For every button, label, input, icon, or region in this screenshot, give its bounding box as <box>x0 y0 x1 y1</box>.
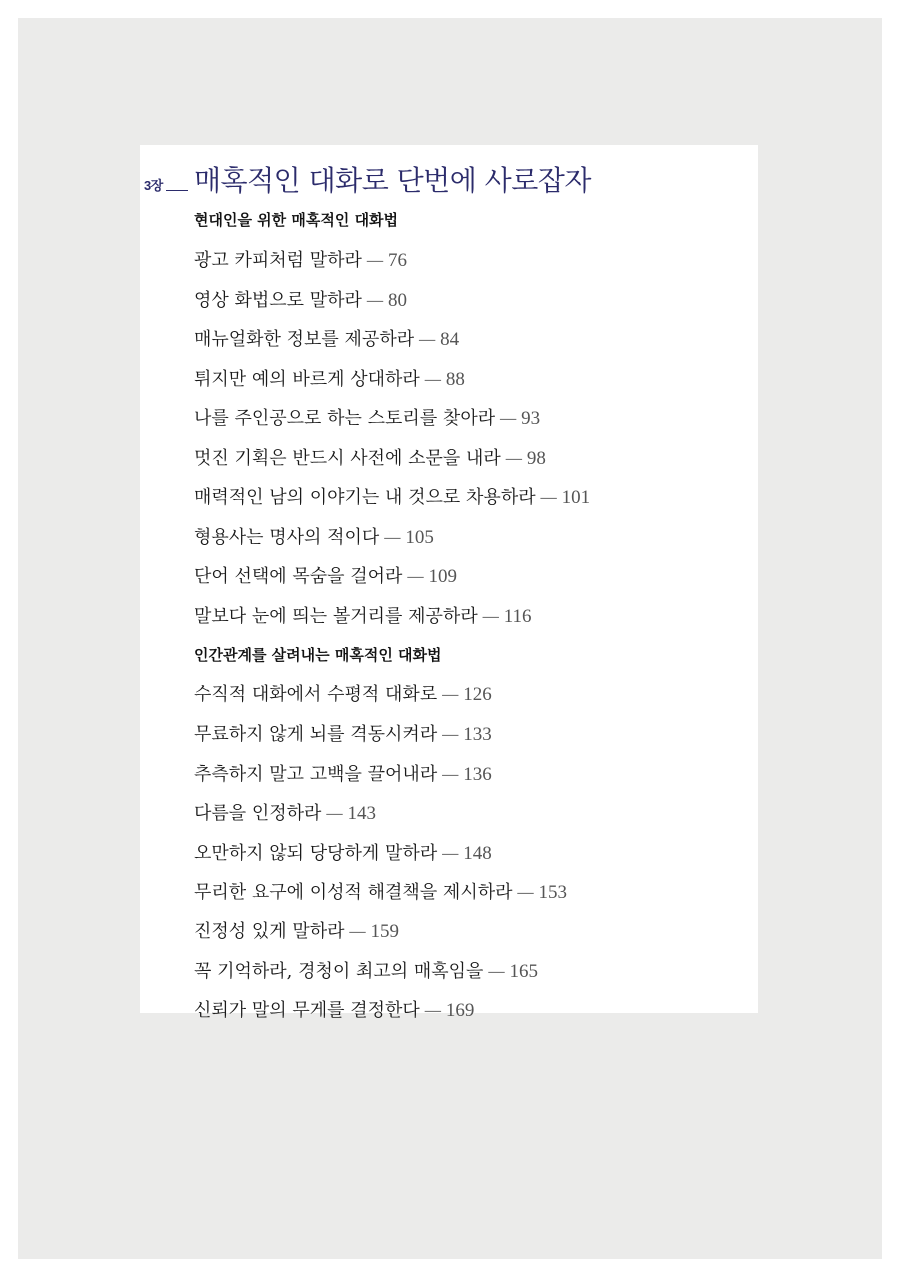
leader-dash: — <box>325 803 344 824</box>
leader-dash: — <box>516 882 535 903</box>
entry-text: 튀지만 예의 바르게 상대하라 <box>194 369 420 390</box>
section-title: 현대인을 위한 매혹적인 대화법 <box>194 211 399 229</box>
entry-text: 광고 카피처럼 말하라 <box>194 250 362 271</box>
leader-dash: — <box>487 961 506 982</box>
leader-dash: — <box>406 566 425 587</box>
leader-dash: — <box>499 408 518 429</box>
toc-entry <box>194 878 567 904</box>
leader-dash: — <box>365 250 384 271</box>
page-number: 116 <box>503 606 532 627</box>
toc-entry <box>194 839 492 865</box>
leader-dash: — <box>423 1000 442 1021</box>
toc-entry <box>194 286 407 312</box>
toc-entry <box>194 325 459 351</box>
entry-text: 매력적인 남의 이야기는 내 것으로 차용하라 <box>194 487 536 508</box>
leader-dash: — <box>441 843 460 864</box>
page-number: 143 <box>347 803 376 824</box>
toc-entry <box>194 246 407 272</box>
toc-entry <box>194 996 474 1022</box>
toc-entry <box>194 799 376 825</box>
leader-dash: — <box>539 487 558 508</box>
leader-dash: — <box>504 448 523 469</box>
entry-text: 다름을 인정하라 <box>194 803 322 824</box>
toc-entry <box>194 602 532 628</box>
leader-dash: — <box>441 764 460 785</box>
toc-entry <box>194 957 538 983</box>
page-number: 76 <box>387 250 407 271</box>
page-number: 126 <box>463 684 492 705</box>
toc-entry <box>194 917 399 943</box>
leader-dash: — <box>441 724 460 745</box>
leader-dash: — <box>348 921 367 942</box>
page-number: 148 <box>463 843 492 864</box>
page-number: 80 <box>387 290 407 311</box>
page-number: 169 <box>445 1000 475 1021</box>
section-title: 인간관계를 살려내는 매혹적인 대화법 <box>194 646 442 664</box>
page-number: 165 <box>509 961 538 982</box>
chapter-label: 3장 <box>144 178 163 193</box>
page-number: 84 <box>440 329 460 350</box>
entry-text: 무리한 요구에 이성적 해결책을 제시하라 <box>194 882 513 903</box>
entry-text: 무료하지 않게 뇌를 격동시켜라 <box>194 724 438 745</box>
leader-dash: — <box>383 527 402 548</box>
entry-text: 꼭 기억하라, 경청이 최고의 매혹임을 <box>194 961 484 982</box>
entry-text: 멋진 기획은 반드시 사전에 소문을 내라 <box>194 448 501 469</box>
entry-text: 진정성 있게 말하라 <box>194 921 345 942</box>
leader-dash: — <box>441 684 460 705</box>
toc-entry <box>194 680 492 706</box>
entry-text: 나를 주인공으로 하는 스토리를 찾아라 <box>194 408 496 429</box>
toc-entry <box>194 760 492 786</box>
entry-text: 단어 선택에 목숨을 걸어라 <box>194 566 403 587</box>
entry-text: 추측하지 말고 고백을 끌어내라 <box>194 764 438 785</box>
chapter-rule <box>166 190 188 191</box>
toc-entry <box>194 523 434 549</box>
leader-dash: — <box>423 369 442 390</box>
chapter-header <box>140 159 758 199</box>
toc-entry <box>194 483 590 509</box>
page-number: 88 <box>445 369 465 390</box>
entry-text: 오만하지 않되 당당하게 말하라 <box>194 843 438 864</box>
page-number: 109 <box>428 566 457 587</box>
toc-entry <box>194 562 457 588</box>
page-number: 93 <box>521 408 541 429</box>
entry-text: 수직적 대화에서 수평적 대화로 <box>194 684 438 705</box>
entry-text: 말보다 눈에 띄는 볼거리를 제공하라 <box>194 606 478 627</box>
page-number: 133 <box>463 724 492 745</box>
entry-text: 신뢰가 말의 무게를 결정한다 <box>194 1000 420 1021</box>
leader-dash: — <box>481 606 500 627</box>
leader-dash: — <box>418 329 437 350</box>
leader-dash: — <box>365 290 384 311</box>
toc-page <box>140 145 758 1021</box>
toc-entry <box>194 444 546 470</box>
entry-text: 매뉴얼화한 정보를 제공하라 <box>194 329 415 350</box>
page-number: 159 <box>370 921 400 942</box>
entry-text: 영상 화법으로 말하라 <box>194 290 362 311</box>
page-number: 136 <box>463 764 492 785</box>
entry-text: 형용사는 명사의 적이다 <box>194 527 380 548</box>
page-number: 101 <box>561 487 591 508</box>
toc-entry <box>194 404 540 430</box>
toc-entry <box>194 720 492 746</box>
page-number: 98 <box>526 448 546 469</box>
chapter-title: 매혹적인 대화로 단번에 사로잡자 <box>194 164 591 197</box>
toc-entry <box>194 365 465 391</box>
page-number: 153 <box>538 882 567 903</box>
page-number: 105 <box>405 527 434 548</box>
